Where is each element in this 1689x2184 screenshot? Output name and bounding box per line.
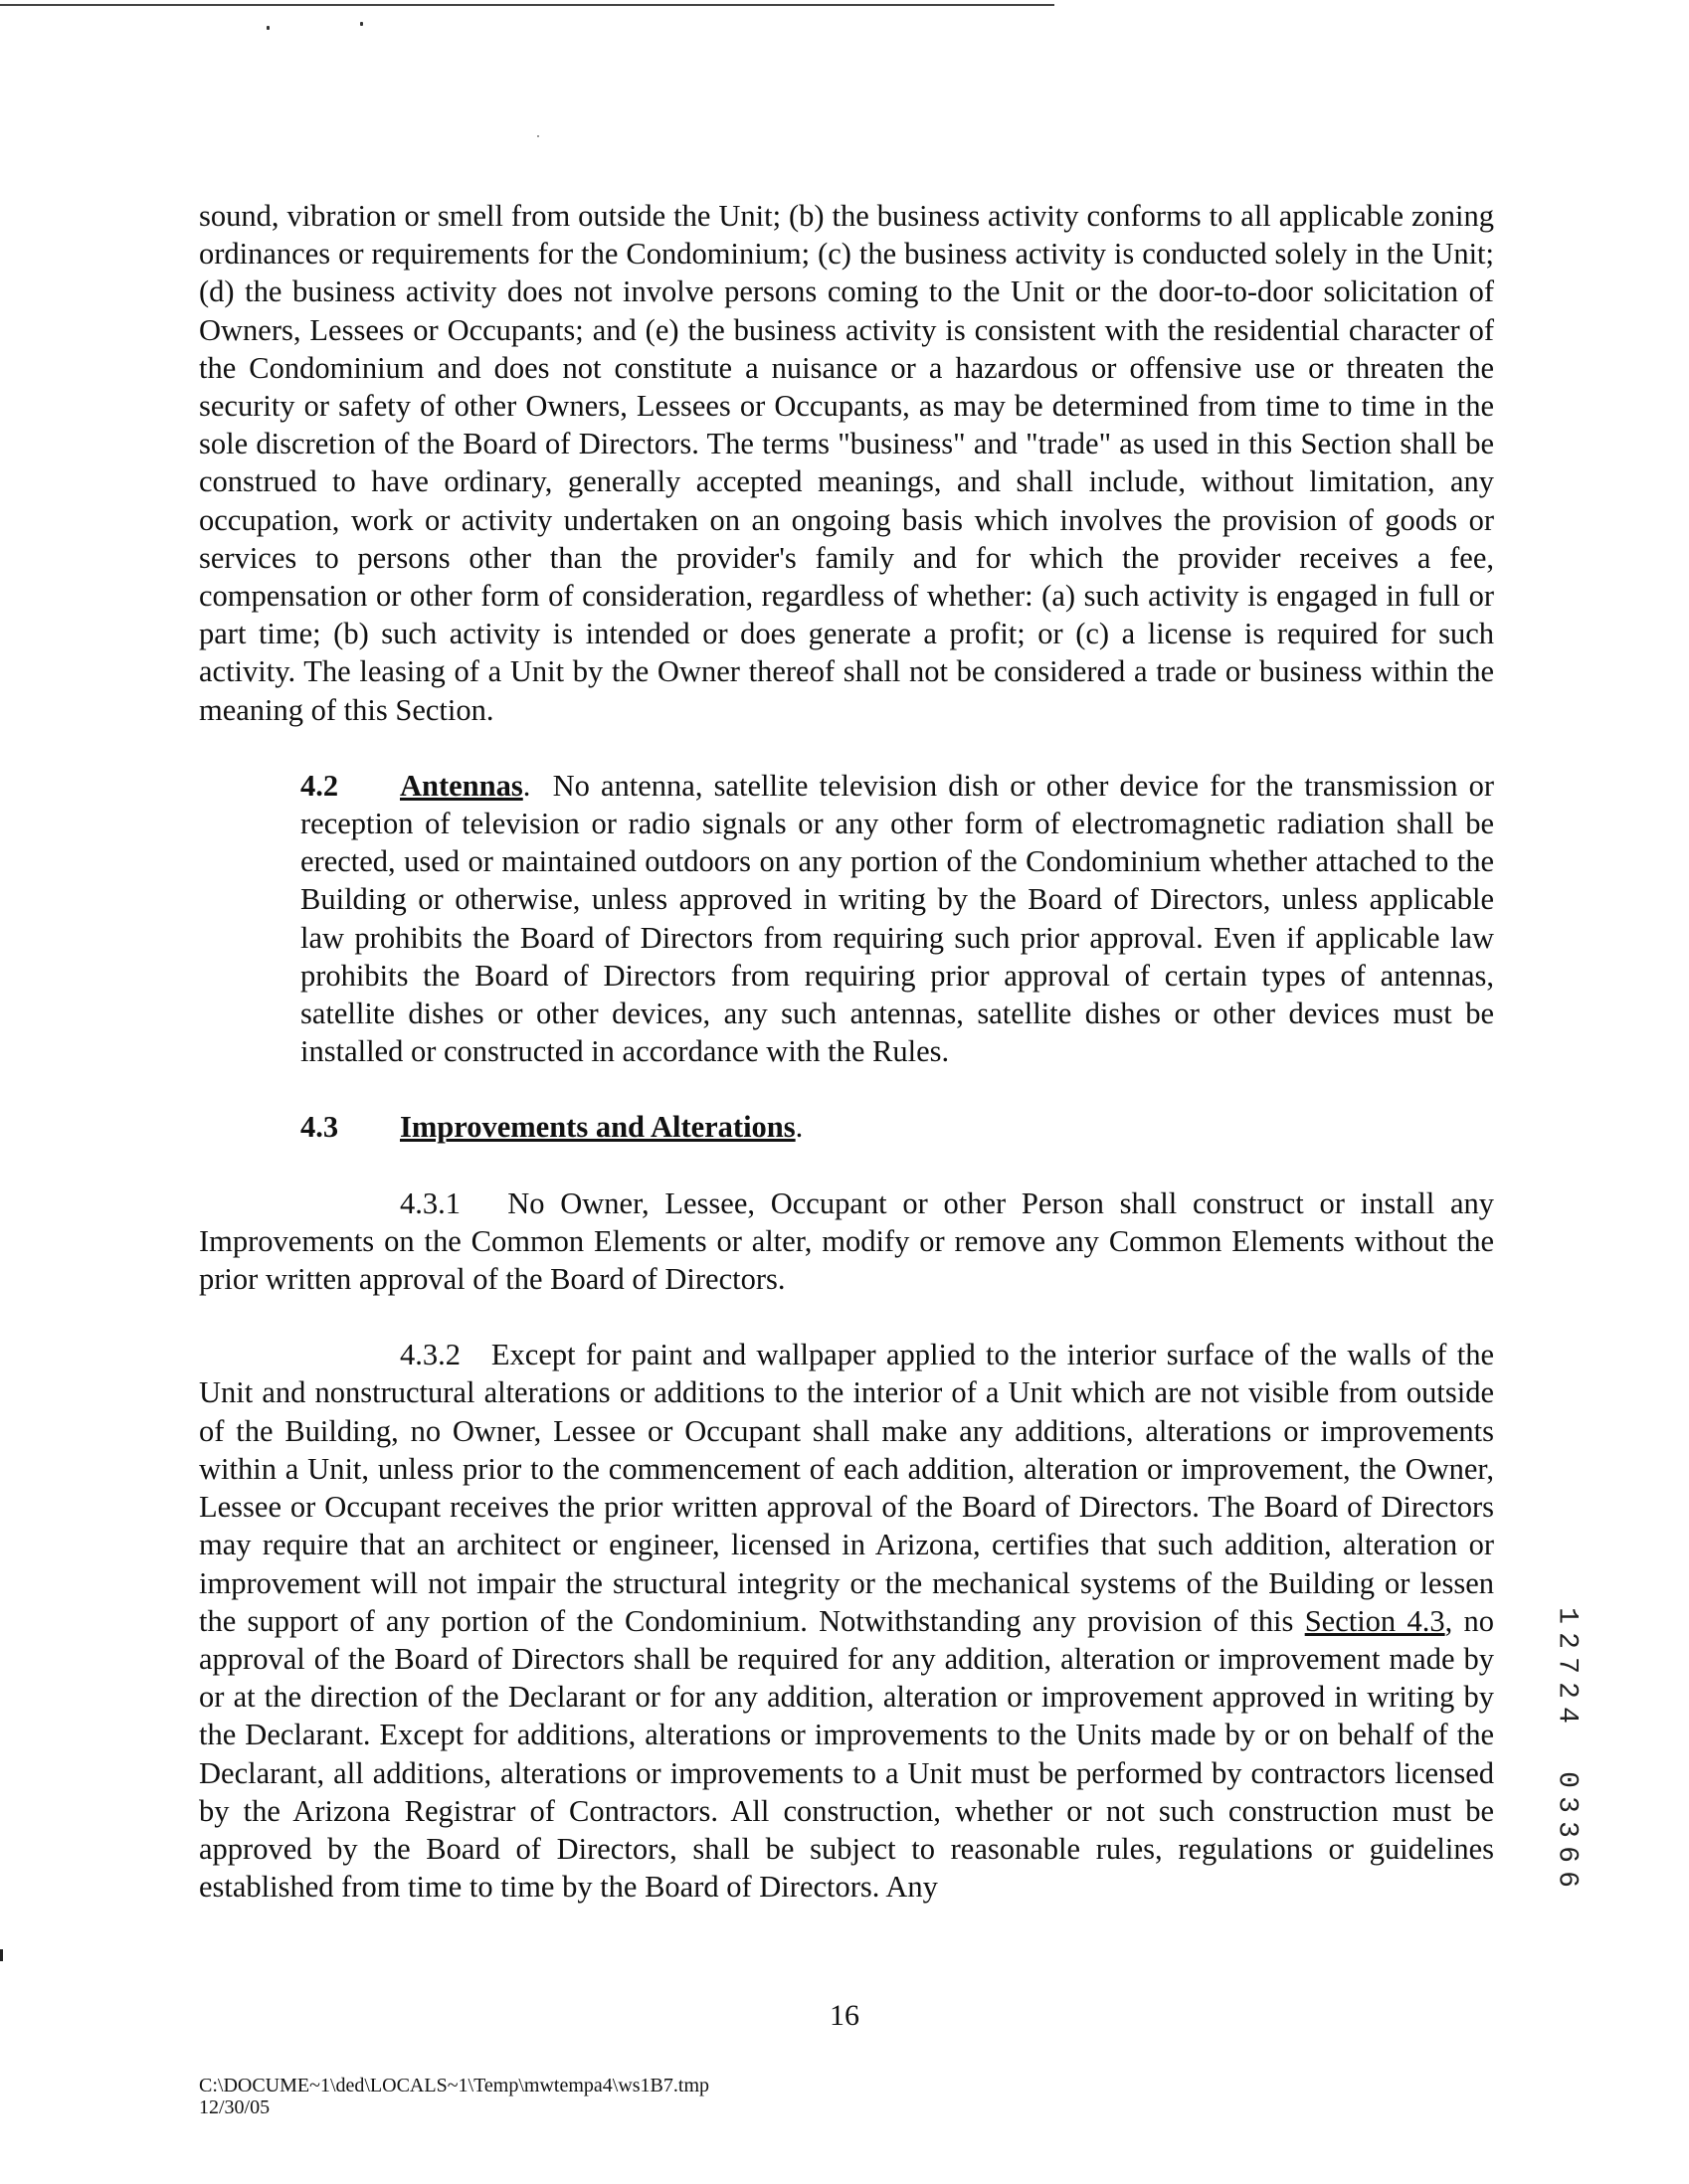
side-document-number bbox=[1552, 1603, 1582, 1892]
section-number: 4.3 bbox=[300, 1110, 339, 1145]
section-title-suffix: . bbox=[522, 768, 531, 803]
section-4-2 bbox=[199, 767, 1494, 1071]
subsection-text-before: Except for paint and wallpaper applied to the interior surface of the walls of the Unit and nonstructural alterations or additions to the interior of a Unit which are not visible from outside of the Building, no Owner, Lessee or Occupant shall make any additions, alterations or improvements within a Unit, unless prior to the commencement of each addition, alteration or improvement, the Owner, Lessee or Occupant receives the prior written approval of the Board of Directors. The Board of Directors may require that an architect or engineer, licensed in Arizona, certifies that such addition, alteration or improvement will not impair the structural integrity or the mechanical systems of the Building or lessen the support of any portion of the Condominium. Notwithstanding any provision of this bbox=[199, 1338, 1494, 1638]
footer-path: C:\DOCUME~1\ded\LOCALS~1\Temp\mwtempa4\ws1B7.tmp bbox=[199, 2075, 710, 2096]
side-digit: 6 bbox=[1551, 1871, 1583, 1888]
scan-margin-mark bbox=[0, 1949, 3, 1961]
side-digit: 1 bbox=[1551, 1607, 1583, 1624]
subsection-number: 4.3.2 bbox=[400, 1338, 461, 1372]
footer bbox=[199, 2075, 709, 2118]
side-digit: 3 bbox=[1551, 1796, 1583, 1813]
section-4-3-1 bbox=[199, 1184, 1494, 1299]
subsection-text: No Owner, Lessee, Occupant or other Person shall construct or install any Improvements on the Common Elements or alter, modify or remove any Common Elements without the prior written approval of the Board of Directors. bbox=[199, 1185, 1494, 1297]
side-digit: 3 bbox=[1551, 1821, 1583, 1838]
side-digit: 7 bbox=[1551, 1657, 1583, 1674]
scan-edge-line-2 bbox=[298, 4, 1054, 6]
document-body bbox=[199, 197, 1494, 1906]
section-text: No antenna, satellite television dish or other device for the transmission or reception of television or radio signals or any other form of electromagnetic radiation shall be erected, used or maintained outdoors on any portion of the Condominium whether attached to the Building or otherwise, unless approved in writing by the Board of Directors, unless applicable law prohibits the Board of Directors from requiring such prior approval. Even if applicable law prohibits the Board of Directors from requiring prior approval of certain types of antennas, satellite dishes or other devices, any such antennas, satellite dishes or other devices must be installed or constructed in accordance with the Rules. bbox=[300, 768, 1494, 1069]
section-number: 4.2 bbox=[300, 768, 339, 803]
subsection-text-after: , no approval of the Board of Directors shall be required for any addition, alteration or improvement made by or at the direction of the Declarant or for any addition, alteration or improvement approved in writing by the Declarant. Except for additions, alterations or improvements to the Units made by or on behalf of the Declarant, all additions, alterations or improvements to a Unit must be performed by contractors licensed by the Arizona Registrar of Contractors. All construction, whether or not such construction must be approved by the Board of Directors, shall be subject to reasonable rules, regulations or guidelines established from time to time by the Board of Directors. Any bbox=[199, 1603, 1495, 1905]
section-4-3-heading bbox=[199, 1108, 1494, 1146]
side-digit: 0 bbox=[1551, 1771, 1583, 1788]
side-digit: 2 bbox=[1551, 1632, 1583, 1649]
side-digit: 6 bbox=[1551, 1846, 1583, 1863]
section-title-suffix: . bbox=[795, 1110, 804, 1145]
subsection-number: 4.3.1 bbox=[400, 1185, 461, 1220]
scan-speck bbox=[537, 135, 539, 137]
scan-speck bbox=[267, 26, 270, 30]
section-reference: Section 4.3 bbox=[1304, 1603, 1445, 1638]
section-title: Improvements and Alterations bbox=[400, 1110, 796, 1145]
footer-date: 12/30/05 bbox=[199, 2096, 271, 2118]
side-digit: 2 bbox=[1551, 1682, 1583, 1699]
continued-paragraph: sound, vibration or smell from outside the Unit; (b) the business activity conforms to all applicable zoning ordinances or requirements for the Condominium; (c) the business activity is conducted solely in the Unit; (d) the business activity does not involve persons coming to the Unit or the door-to-door solicitation of Owners, Lessees or Occupants; and (e) the business activity is consistent with the residential character of the Condominium and does not constitute a nuisance or a hazardous or offensive use or threaten the security or safety of other Owners, Lessees or Occupants, as may be determined from time to time in the sole discretion of the Board of Directors. The terms "business" and "trade" as used in this Section shall be construed to have ordinary, generally accepted meanings, and shall include, without limitation, any occupation, work or activity undertaken on an ongoing basis which involves the provision of goods or services to persons other than the provider's family and for which the provider receives a fee, compensation or other form of consideration, regardless of whether: (a) such activity is engaged in full or part time; (b) such activity is intended or does generate a profit; or (c) a license is required for such activity. The leasing of a Unit by the Owner thereof shall not be considered a trade or business within the meaning of this Section. bbox=[199, 199, 1494, 727]
page-number: 16 bbox=[830, 1999, 859, 2032]
scan-speck bbox=[360, 22, 363, 26]
side-digit: 4 bbox=[1551, 1707, 1583, 1724]
section-4-3-2 bbox=[199, 1336, 1494, 1906]
section-title: Antennas bbox=[400, 768, 523, 803]
